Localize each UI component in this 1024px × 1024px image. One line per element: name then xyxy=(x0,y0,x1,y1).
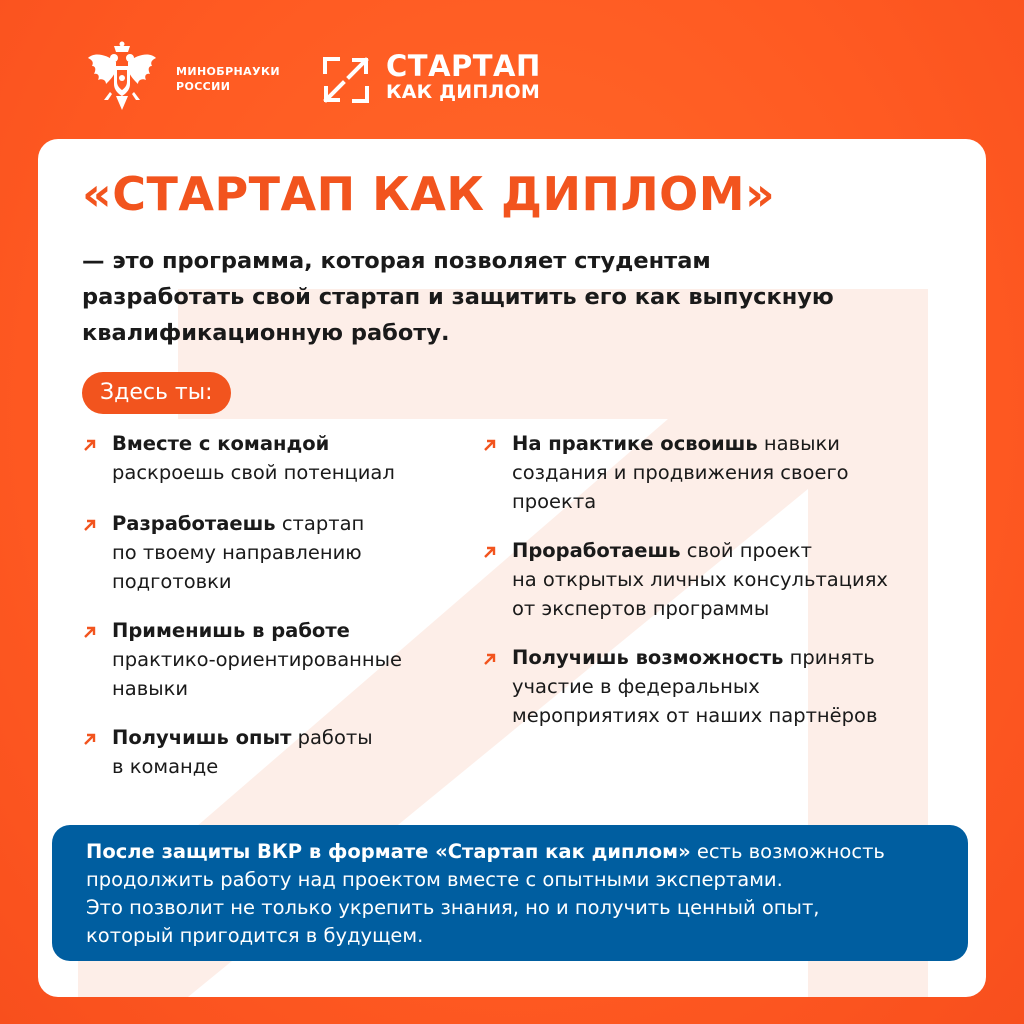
brand-line-2: КАК ДИПЛОМ xyxy=(386,81,540,103)
here-you-badge: Здесь ты: xyxy=(82,372,231,414)
benefit-bold: На практике освоишь xyxy=(512,432,758,455)
benefit-line: навыки xyxy=(112,677,189,700)
intro-line-1: — это программа, которая позволяет студентам xyxy=(82,248,711,274)
benefit-line: практико-ориентированные xyxy=(112,648,403,671)
benefit-bold: Получишь возможность xyxy=(512,646,784,669)
intro-line-3: квалификационную работу. xyxy=(82,320,450,346)
benefit-line: от экспертов программы xyxy=(512,597,770,620)
arrow-up-right-icon xyxy=(82,517,98,533)
brand-line-1: СТАРТАП xyxy=(386,49,541,83)
benefit-line: по твоему направлению xyxy=(112,541,362,564)
note-line-3: Это позволит не только укрепить знания, но и получить ценный опыт, xyxy=(86,896,820,919)
ministry-line-1: МИНОБРНАУКИ xyxy=(176,65,280,78)
benefit-bold: Получишь опыт xyxy=(112,726,292,749)
note-bold: После защиты ВКР в формате «Стартап как диплом» xyxy=(86,840,691,863)
arrow-up-right-icon xyxy=(82,437,98,453)
benefit-item xyxy=(482,643,962,730)
benefits-left-column xyxy=(82,429,482,801)
coat-of-arms-icon xyxy=(84,40,160,116)
benefit-bold: Проработаешь xyxy=(512,539,681,562)
note-line-4: который пригодится в будущем. xyxy=(86,924,424,947)
after-defense-note xyxy=(52,825,968,961)
benefit-bold: Вместе с командой xyxy=(112,432,330,455)
benefit-line: мероприятиях от наших партнёров xyxy=(512,704,878,727)
header xyxy=(0,0,1024,140)
benefit-line: на открытых личных консультациях xyxy=(512,568,888,591)
benefit-rest: принять xyxy=(783,646,875,669)
ministry-line-2: РОССИИ xyxy=(176,80,231,93)
benefit-line: раскроешь свой потенциал xyxy=(112,461,395,484)
benefit-line: участие в федеральных xyxy=(512,675,760,698)
note-line-2: продолжить работу над проектом вместе с опытными экспертами. xyxy=(86,868,783,891)
benefit-line: подготовки xyxy=(112,570,232,593)
benefit-item xyxy=(82,616,482,703)
benefit-line: в команде xyxy=(112,755,219,778)
benefit-rest: работы xyxy=(291,726,373,749)
benefit-item xyxy=(82,429,482,487)
brand-logo-text xyxy=(386,50,541,102)
benefit-bold: Разработаешь xyxy=(112,512,276,535)
arrow-up-right-icon xyxy=(482,437,498,453)
benefit-item xyxy=(482,429,962,516)
benefit-rest: навыки xyxy=(757,432,840,455)
startup-arrows-icon xyxy=(322,56,370,104)
arrow-up-right-icon xyxy=(82,731,98,747)
note-rest: есть возможность xyxy=(690,840,885,863)
benefit-rest: стартап xyxy=(275,512,365,535)
benefit-line: проекта xyxy=(512,490,597,513)
arrow-up-right-icon xyxy=(482,544,498,560)
arrow-up-right-icon xyxy=(82,624,98,640)
benefit-rest: свой проект xyxy=(680,539,812,562)
benefits-right-column xyxy=(482,429,962,750)
benefit-item xyxy=(482,536,962,623)
benefit-bold: Применишь в работе xyxy=(112,619,350,642)
content-card xyxy=(38,139,986,997)
benefit-item xyxy=(82,509,482,596)
benefit-line: создания и продвижения своего xyxy=(512,461,849,484)
arrow-up-right-icon xyxy=(482,651,498,667)
benefit-item xyxy=(82,723,482,781)
intro-line-2: разработать свой стартап и защитить его как выпускную xyxy=(82,284,834,310)
page-title: «СТАРТАП КАК ДИПЛОМ» xyxy=(82,167,776,221)
program-description xyxy=(82,243,962,351)
ministry-name xyxy=(176,64,280,94)
